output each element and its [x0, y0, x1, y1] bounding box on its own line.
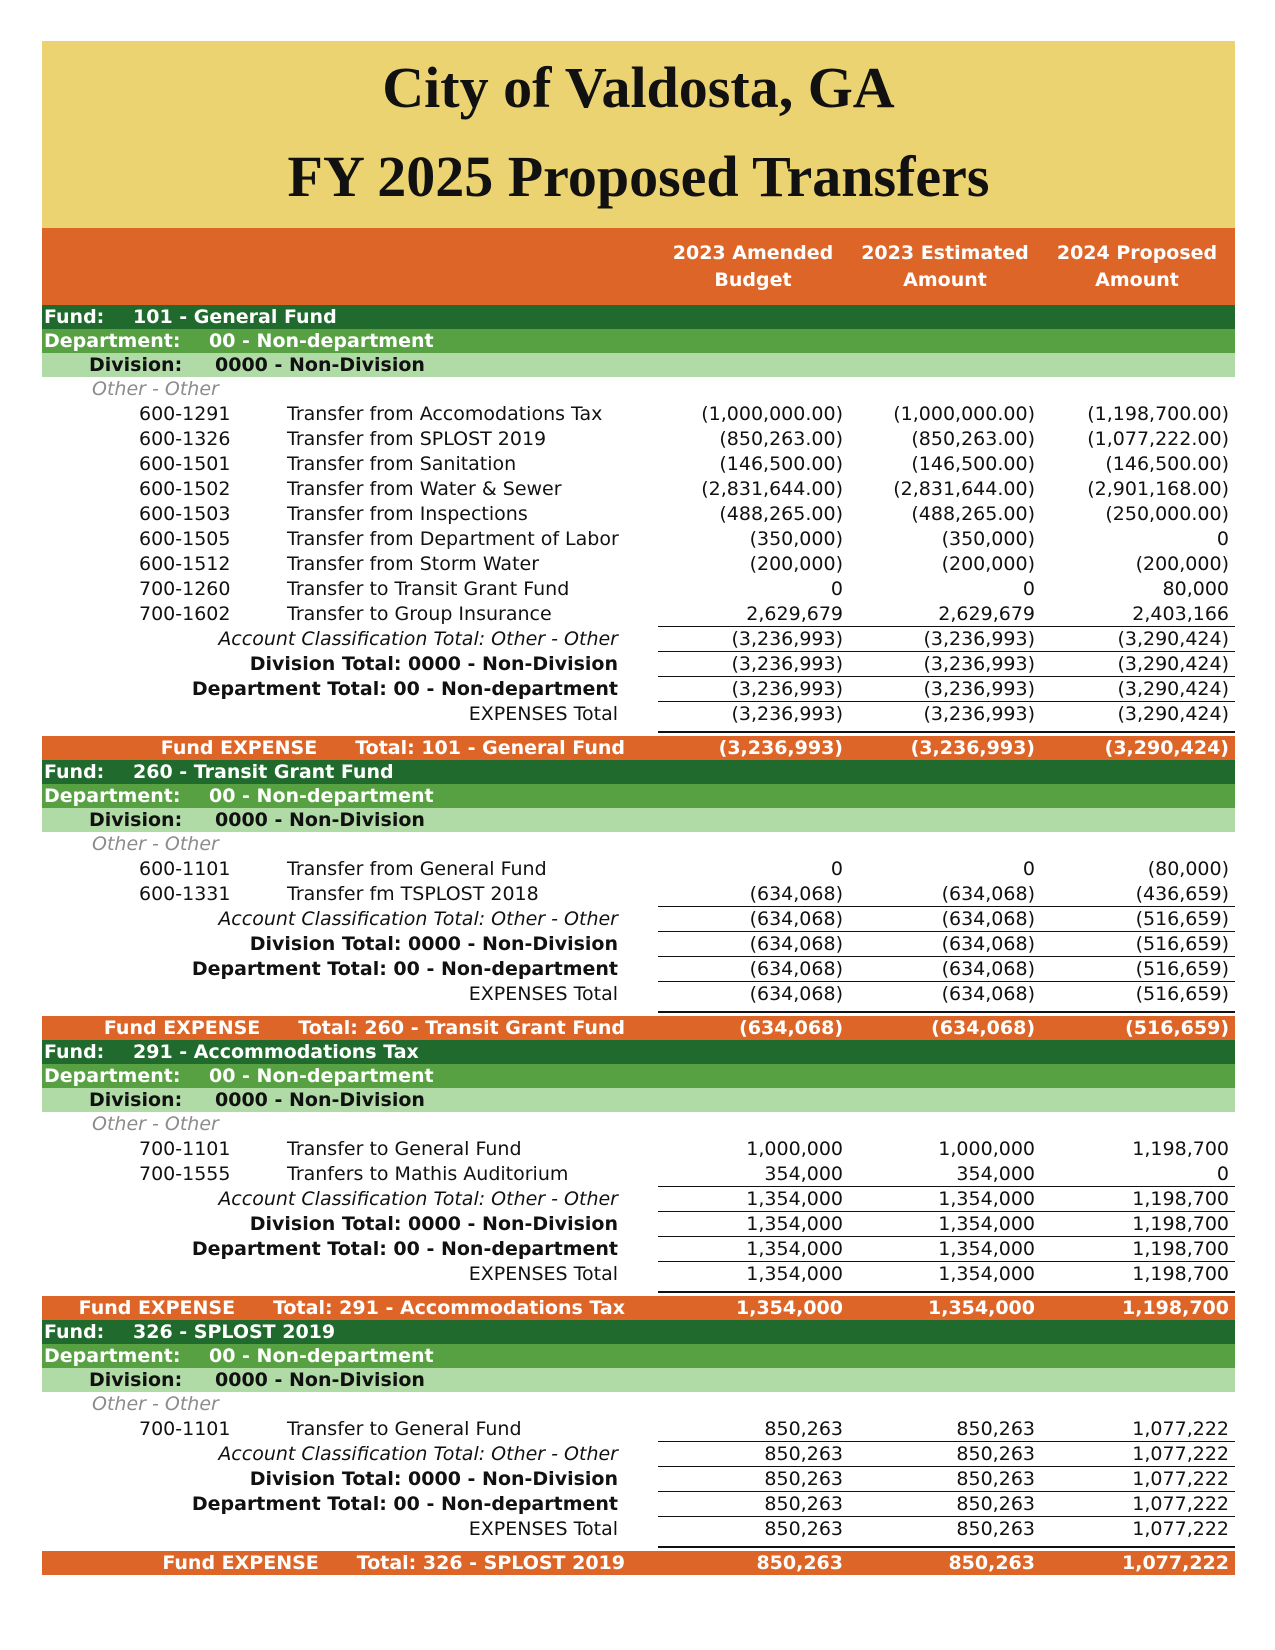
account-code: 600-1501: [139, 453, 231, 475]
fund-name: 101 - General Fund: [133, 306, 337, 328]
account-description: Transfer from Storm Water: [287, 553, 540, 575]
value-cell: (3,236,993): [731, 678, 843, 700]
value-cell: (3,290,424): [1117, 628, 1229, 650]
total-label: Account Classification Total: Other - Other: [218, 1188, 618, 1210]
department-total-row: [42, 1492, 1235, 1517]
expenses-total-row: [42, 982, 1235, 1016]
account-code: 700-1602: [139, 603, 231, 625]
fund-header-bar: [42, 1040, 1235, 1064]
fund-expense-label: [162, 1551, 625, 1575]
value-cell: (634,068): [941, 958, 1035, 980]
value-cell: 1,000,000: [938, 1138, 1035, 1160]
fund-sections: [42, 305, 1235, 1575]
fund-total-label: Total: 260 - Transit Grant Fund: [298, 1017, 625, 1039]
fund-total-value: 1,198,700: [1122, 1297, 1229, 1319]
value-cell: 850,263: [956, 1518, 1035, 1540]
value-cell: 1,354,000: [746, 1238, 843, 1260]
value-cell: (516,659): [1135, 958, 1229, 980]
column-header-amended-budget: [658, 240, 848, 294]
account-description: Transfer from Department of Labor: [287, 528, 619, 550]
division-total-row: [42, 1212, 1235, 1237]
value-cell: (516,659): [1135, 908, 1229, 930]
value-cell: (850,263.00): [911, 428, 1035, 450]
value-cell: 2,629,679: [938, 603, 1035, 625]
fund-total-value: (3,236,993): [910, 737, 1035, 759]
value-cell: 0: [1216, 1163, 1229, 1185]
value-cell: 850,263: [956, 1418, 1035, 1440]
classification-row: [42, 1392, 1235, 1417]
division-label: Division:: [89, 1369, 183, 1391]
account-description: Transfer from Water & Sewer: [287, 478, 562, 500]
expenses-total-row: [42, 1517, 1235, 1551]
value-cell: (850,263.00): [719, 428, 843, 450]
fund-expense-text: Fund EXPENSE: [103, 1017, 261, 1039]
value-cell: (634,068): [749, 933, 843, 955]
underline-rule: [850, 1546, 1042, 1548]
underline-rule: [850, 1011, 1042, 1013]
fund-expense-total-bar: [42, 1551, 1235, 1575]
column-header-bar: [42, 228, 1235, 305]
table-row: [42, 577, 1235, 602]
department-name: 00 - Non-department: [209, 1065, 434, 1087]
account-code: 600-1512: [139, 553, 231, 575]
value-cell: 354,000: [764, 1163, 843, 1185]
value-cell: (3,290,424): [1117, 653, 1229, 675]
underline-rule: [658, 731, 850, 733]
value-cell: (2,901,168.00): [1087, 478, 1229, 500]
table-row: [42, 882, 1235, 907]
value-cell: 1,198,700: [1132, 1213, 1229, 1235]
division-total-row: [42, 932, 1235, 957]
total-label: Account Classification Total: Other - Other: [218, 908, 618, 930]
fund-section: [42, 1040, 1235, 1320]
division-header-bar: [42, 353, 1235, 377]
fund-total-label: Total: 326 - SPLOST 2019: [356, 1552, 625, 1574]
value-cell: (3,236,993): [731, 653, 843, 675]
account-classification-total-row: [42, 1442, 1235, 1467]
table-row: [42, 452, 1235, 477]
value-cell: (350,000): [749, 528, 843, 550]
column-header-line: Budget: [714, 269, 792, 291]
value-cell: (80,000): [1147, 858, 1229, 880]
value-cell: 850,263: [956, 1468, 1035, 1490]
report-subtitle: FY 2025 Proposed Transfers: [287, 143, 990, 209]
value-cell: 80,000: [1162, 578, 1229, 600]
fund-label: Fund:: [44, 761, 105, 783]
department-header-bar: [42, 1344, 1235, 1368]
underline-rule: [1042, 1291, 1235, 1293]
total-label: Division Total: 0000 - Non-Division: [249, 933, 618, 955]
account-description: Tranfers to Mathis Auditorium: [287, 1163, 569, 1185]
classification-label: Other - Other: [92, 378, 219, 400]
underline-rule: [658, 1546, 850, 1548]
account-code: 600-1326: [139, 428, 231, 450]
account-classification-total-row: [42, 907, 1235, 932]
value-cell: 1,198,700: [1132, 1238, 1229, 1260]
value-cell: 850,263: [956, 1443, 1035, 1465]
fund-total-value: (634,068): [931, 1017, 1035, 1039]
table-row: [42, 1162, 1235, 1187]
total-label: EXPENSES Total: [468, 1263, 618, 1285]
fund-section: [42, 1320, 1235, 1575]
value-cell: 0: [830, 858, 843, 880]
total-label: Account Classification Total: Other - Other: [218, 1443, 618, 1465]
value-cell: 0: [1216, 528, 1229, 550]
column-header-line: 2024 Proposed: [1056, 242, 1218, 264]
value-cell: (3,236,993): [923, 653, 1035, 675]
table-row: [42, 1137, 1235, 1162]
value-cell: 0: [1022, 858, 1035, 880]
division-name: 0000 - Non-Division: [215, 1369, 425, 1391]
value-cell: (1,000,000.00): [701, 403, 843, 425]
department-header-bar: [42, 784, 1235, 808]
department-name: 00 - Non-department: [209, 785, 434, 807]
value-cell: (634,068): [749, 883, 843, 905]
account-code: 600-1505: [139, 528, 231, 550]
fund-total-value: 1,077,222: [1122, 1552, 1229, 1574]
division-label: Division:: [89, 1089, 183, 1111]
table-row: [42, 552, 1235, 577]
value-cell: (2,831,644.00): [701, 478, 843, 500]
account-classification-total-row: [42, 627, 1235, 652]
classification-label: Other - Other: [92, 1393, 219, 1415]
division-name: 0000 - Non-Division: [215, 354, 425, 376]
table-row: [42, 427, 1235, 452]
table-row: [42, 1417, 1235, 1442]
value-cell: (1,077,222.00): [1087, 428, 1229, 450]
table-row: [42, 502, 1235, 527]
value-cell: 1,198,700: [1132, 1263, 1229, 1285]
value-cell: 850,263: [764, 1468, 843, 1490]
value-cell: 2,629,679: [746, 603, 843, 625]
account-description: Transfer from General Fund: [287, 858, 547, 880]
account-code: 600-1331: [139, 883, 231, 905]
fund-total-value: (3,290,424): [1104, 737, 1229, 759]
account-description: Transfer to Transit Grant Fund: [287, 578, 570, 600]
fund-expense-text: Fund EXPENSE: [162, 1552, 319, 1574]
classification-label: Other - Other: [92, 833, 219, 855]
value-cell: 0: [830, 578, 843, 600]
fund-expense-text: Fund EXPENSE: [160, 737, 318, 759]
value-cell: (3,236,993): [923, 678, 1035, 700]
division-header-bar: [42, 1368, 1235, 1392]
value-cell: 1,198,700: [1132, 1138, 1229, 1160]
column-header-line: 2023 Amended: [672, 242, 834, 264]
department-total-row: [42, 957, 1235, 982]
column-header-line: Amount: [1095, 269, 1179, 291]
division-name: 0000 - Non-Division: [215, 1089, 425, 1111]
value-cell: (3,236,993): [731, 628, 843, 650]
fund-expense-total-bar: [42, 736, 1235, 760]
value-cell: 850,263: [764, 1518, 843, 1540]
department-label: Department:: [44, 1065, 181, 1087]
department-header-bar: [42, 1064, 1235, 1088]
account-code: 600-1291: [139, 403, 231, 425]
report-page: [42, 41, 1235, 1575]
value-cell: (146,500.00): [911, 453, 1035, 475]
value-cell: (1,198,700.00): [1087, 403, 1229, 425]
division-total-row: [42, 1467, 1235, 1492]
value-cell: (634,068): [749, 958, 843, 980]
underline-rule: [1042, 1011, 1235, 1013]
fund-expense-total-bar: [42, 1296, 1235, 1320]
value-cell: (516,659): [1135, 933, 1229, 955]
total-label: Department Total: 00 - Non-department: [191, 1493, 618, 1515]
value-cell: 2,403,166: [1132, 603, 1229, 625]
account-code: 600-1503: [139, 503, 231, 525]
department-label: Department:: [44, 785, 181, 807]
value-cell: (634,068): [749, 908, 843, 930]
value-cell: 1,354,000: [938, 1263, 1035, 1285]
fund-expense-label: [79, 1296, 625, 1320]
value-cell: 1,354,000: [746, 1188, 843, 1210]
division-label: Division:: [89, 354, 183, 376]
expenses-total-row: [42, 1262, 1235, 1296]
value-cell: 1,077,222: [1132, 1468, 1229, 1490]
total-label: Department Total: 00 - Non-department: [191, 678, 618, 700]
underline-rule: [658, 1291, 850, 1293]
value-cell: (146,500.00): [719, 453, 843, 475]
value-cell: (3,236,993): [923, 628, 1035, 650]
value-cell: (634,068): [941, 983, 1035, 1005]
table-row: [42, 402, 1235, 427]
total-label: Division Total: 0000 - Non-Division: [249, 1213, 618, 1235]
underline-rule: [1042, 1546, 1235, 1548]
classification-row: [42, 1112, 1235, 1137]
report-title: City of Valdosta, GA: [382, 54, 895, 120]
fund-total-value: 1,354,000: [928, 1297, 1035, 1319]
value-cell: 1,354,000: [746, 1263, 843, 1285]
value-cell: (146,500.00): [1105, 453, 1229, 475]
fund-label: Fund:: [44, 1041, 105, 1063]
account-code: 700-1101: [139, 1418, 231, 1440]
value-cell: (200,000): [1135, 553, 1229, 575]
account-description: Transfer from Sanitation: [287, 453, 517, 475]
fund-expense-total-bar: [42, 1016, 1235, 1040]
fund-total-label: Total: 101 - General Fund: [355, 737, 625, 759]
fund-total-value: 1,354,000: [736, 1297, 843, 1319]
value-cell: 1,000,000: [746, 1138, 843, 1160]
account-description: Transfer to Group Insurance: [287, 603, 552, 625]
value-cell: (488,265.00): [911, 503, 1035, 525]
value-cell: 354,000: [956, 1163, 1035, 1185]
report-banner: [42, 41, 1235, 228]
account-code: 600-1101: [139, 858, 231, 880]
division-header-bar: [42, 808, 1235, 832]
underline-rule: [850, 731, 1042, 733]
department-name: 00 - Non-department: [209, 330, 434, 352]
column-header-line: Amount: [903, 269, 987, 291]
value-cell: (200,000): [941, 553, 1035, 575]
fund-name: 326 - SPLOST 2019: [133, 1321, 336, 1343]
fund-label: Fund:: [44, 1321, 105, 1343]
total-label: EXPENSES Total: [468, 1518, 618, 1540]
value-cell: (3,290,424): [1117, 678, 1229, 700]
total-label: Department Total: 00 - Non-department: [191, 1238, 618, 1260]
value-cell: (3,290,424): [1117, 703, 1229, 725]
value-cell: 1,077,222: [1132, 1518, 1229, 1540]
expenses-total-row: [42, 702, 1235, 736]
classification-row: [42, 377, 1235, 402]
value-cell: 850,263: [764, 1418, 843, 1440]
account-code: 600-1502: [139, 478, 231, 500]
fund-header-bar: [42, 1320, 1235, 1344]
account-description: Transfer to General Fund: [287, 1418, 522, 1440]
column-header-proposed-amount: [1042, 240, 1232, 294]
table-row: [42, 527, 1235, 552]
total-label: Division Total: 0000 - Non-Division: [249, 653, 618, 675]
column-header-line: 2023 Estimated: [861, 242, 1029, 264]
division-header-bar: [42, 1088, 1235, 1112]
total-label: EXPENSES Total: [468, 983, 618, 1005]
total-label: Division Total: 0000 - Non-Division: [249, 1468, 618, 1490]
value-cell: 0: [1022, 578, 1035, 600]
value-cell: (200,000): [749, 553, 843, 575]
account-description: Transfer from Inspections: [287, 503, 528, 525]
total-label: Account Classification Total: Other - Other: [218, 628, 618, 650]
value-cell: (634,068): [941, 908, 1035, 930]
value-cell: (634,068): [941, 883, 1035, 905]
department-label: Department:: [44, 330, 181, 352]
table-row: [42, 477, 1235, 502]
fund-total-label: Total: 291 - Accommodations Tax: [273, 1297, 625, 1319]
value-cell: 1,354,000: [746, 1213, 843, 1235]
fund-total-value: 850,263: [756, 1552, 843, 1574]
fund-total-value: 850,263: [948, 1552, 1035, 1574]
total-label: Department Total: 00 - Non-department: [191, 958, 618, 980]
fund-section: [42, 305, 1235, 760]
fund-name: 291 - Accommodations Tax: [133, 1041, 419, 1063]
value-cell: (3,236,993): [731, 703, 843, 725]
value-cell: (634,068): [749, 983, 843, 1005]
value-cell: 850,263: [764, 1443, 843, 1465]
account-code: 700-1101: [139, 1138, 231, 1160]
account-code: 700-1260: [139, 578, 231, 600]
division-total-row: [42, 652, 1235, 677]
table-row: [42, 602, 1235, 627]
value-cell: (516,659): [1135, 983, 1229, 1005]
classification-row: [42, 832, 1235, 857]
division-name: 0000 - Non-Division: [215, 809, 425, 831]
value-cell: 1,077,222: [1132, 1418, 1229, 1440]
value-cell: (3,236,993): [923, 703, 1035, 725]
value-cell: 850,263: [764, 1493, 843, 1515]
fund-section: [42, 760, 1235, 1040]
total-label: EXPENSES Total: [468, 703, 618, 725]
department-name: 00 - Non-department: [209, 1345, 434, 1367]
department-label: Department:: [44, 1345, 181, 1367]
fund-total-value: (3,236,993): [718, 737, 843, 759]
account-description: Transfer to General Fund: [287, 1138, 522, 1160]
value-cell: (436,659): [1135, 883, 1229, 905]
department-total-row: [42, 1237, 1235, 1262]
division-label: Division:: [89, 809, 183, 831]
value-cell: (2,831,644.00): [893, 478, 1035, 500]
fund-total-value: (634,068): [739, 1017, 843, 1039]
classification-label: Other - Other: [92, 1113, 219, 1135]
value-cell: (488,265.00): [719, 503, 843, 525]
department-header-bar: [42, 329, 1235, 353]
value-cell: (350,000): [941, 528, 1035, 550]
fund-header-bar: [42, 305, 1235, 329]
department-total-row: [42, 677, 1235, 702]
value-cell: (634,068): [941, 933, 1035, 955]
account-description: Transfer from SPLOST 2019: [287, 428, 547, 450]
value-cell: 1,354,000: [938, 1213, 1035, 1235]
fund-label: Fund:: [44, 306, 105, 328]
account-description: Transfer from Accomodations Tax: [287, 403, 603, 425]
value-cell: 1,198,700: [1132, 1188, 1229, 1210]
value-cell: 850,263: [956, 1493, 1035, 1515]
value-cell: 1,354,000: [938, 1238, 1035, 1260]
underline-rule: [1042, 731, 1235, 733]
underline-rule: [850, 1291, 1042, 1293]
value-cell: 1,077,222: [1132, 1493, 1229, 1515]
fund-expense-label: [104, 1016, 625, 1040]
value-cell: (250,000.00): [1105, 503, 1229, 525]
account-description: Transfer fm TSPLOST 2018: [287, 883, 539, 905]
column-header-estimated-amount: [850, 240, 1040, 294]
fund-expense-label: [161, 736, 625, 760]
fund-total-value: (516,659): [1125, 1017, 1229, 1039]
value-cell: (1,000,000.00): [893, 403, 1035, 425]
fund-name: 260 - Transit Grant Fund: [133, 761, 394, 783]
value-cell: 1,354,000: [938, 1188, 1035, 1210]
fund-header-bar: [42, 760, 1235, 784]
value-cell: 1,077,222: [1132, 1443, 1229, 1465]
fund-expense-text: Fund EXPENSE: [78, 1297, 236, 1319]
underline-rule: [658, 1011, 850, 1013]
table-row: [42, 857, 1235, 882]
account-classification-total-row: [42, 1187, 1235, 1212]
account-code: 700-1555: [139, 1163, 231, 1185]
